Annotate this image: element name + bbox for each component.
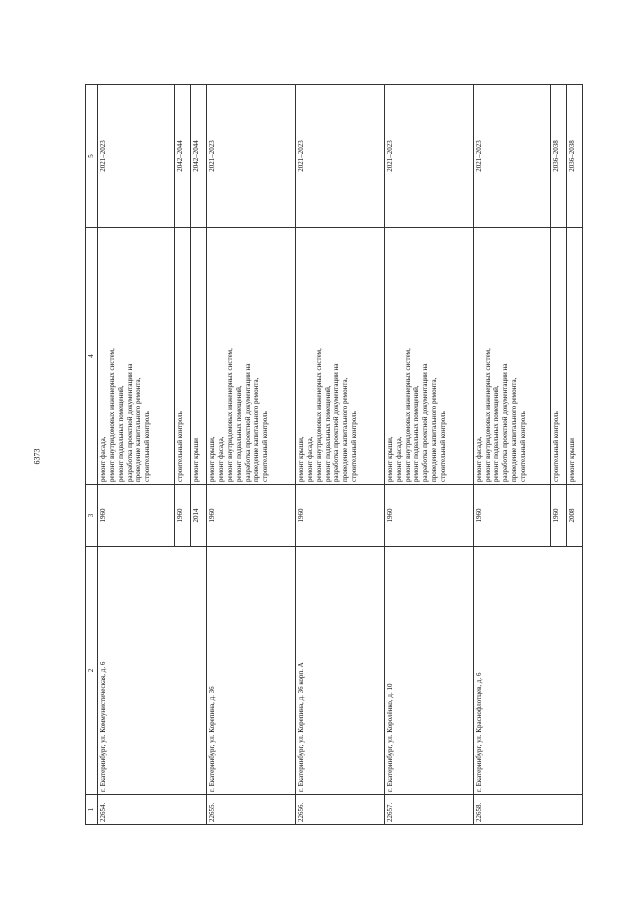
work-item: ремонт фасада, <box>305 436 314 482</box>
work-item: строительный контроль <box>143 411 152 482</box>
work-item: ремонт внутридомовых инженерных систем, <box>403 348 412 482</box>
work-item: ремонт крыши <box>567 438 576 482</box>
table-row <box>97 85 174 825</box>
work-item: проведение капитального ремонта, <box>134 377 143 482</box>
work-item: строительный контроль <box>439 411 448 482</box>
work-item: строительный контроль <box>551 411 560 482</box>
works-cell <box>550 228 566 485</box>
page-number: 6373 <box>32 448 42 465</box>
table-frame <box>85 85 583 825</box>
year-cell: 1960 <box>174 485 190 547</box>
year-cell: 1960 <box>207 485 296 547</box>
period-cell: 2021–2023 <box>295 85 384 228</box>
work-item: ремонт внутридомовых инженерных систем, <box>225 348 234 482</box>
work-item: ремонт внутридомовых инженерных систем, <box>314 348 323 482</box>
table-row <box>295 85 384 825</box>
works-cell <box>207 228 296 485</box>
work-item: проведение капитального ремонта, <box>252 377 261 482</box>
year-cell: 1960 <box>97 485 174 547</box>
works-cell <box>473 228 550 485</box>
work-item: разработка проектной документации на <box>421 363 430 482</box>
work-item: ремонт крыши, <box>385 436 394 482</box>
work-item: строительный контроль <box>350 411 359 482</box>
work-item: ремонт подвальных помещений, <box>116 385 125 482</box>
table-row <box>473 85 550 825</box>
period-cell: 2021–2023 <box>97 85 174 228</box>
work-item: ремонт фасада, <box>216 436 225 482</box>
period-cell: 2036–2038 <box>550 85 566 228</box>
work-item: ремонт фасада, <box>394 436 403 482</box>
period-cell: 2036–2038 <box>566 85 582 228</box>
header-col-4: 4 <box>86 228 98 485</box>
header-col-5: 5 <box>86 85 98 228</box>
work-item: ремонт крыши, <box>208 436 217 482</box>
work-item: ремонт подвальных помещений, <box>323 385 332 482</box>
work-item: проведение капитального ремонта, <box>341 377 350 482</box>
work-item: ремонт подвальных помещений, <box>412 385 421 482</box>
work-item: разработка проектной документации на <box>243 363 252 482</box>
work-item: ремонт крыши <box>191 438 200 482</box>
works-cell <box>384 228 473 485</box>
table-row <box>207 85 296 825</box>
work-item: ремонт крыши, <box>296 436 305 482</box>
header-col-2: 2 <box>86 547 98 795</box>
header-col-1: 1 <box>86 795 98 825</box>
year-cell: 1960 <box>384 485 473 547</box>
period-cell: 2021–2023 <box>384 85 473 228</box>
year-cell: 1960 <box>550 485 566 547</box>
period-cell: 2021–2023 <box>473 85 550 228</box>
entry-address: г. Екатеринбург, ул. Корепина, д. 36 корп. А <box>295 547 384 795</box>
work-item: проведение капитального ремонта, <box>510 377 519 482</box>
entry-address: г. Екатеринбург, ул. Королёнко, д. 10 <box>384 547 473 795</box>
period-cell: 2042–2044 <box>190 85 206 228</box>
repair-schedule-table <box>85 84 583 825</box>
entry-number: 22658. <box>473 795 582 825</box>
year-cell: 2008 <box>566 485 582 547</box>
year-cell: 1960 <box>295 485 384 547</box>
works-cell <box>174 228 190 485</box>
table-body <box>97 85 582 825</box>
entry-address: г. Екатеринбург, ул. Коммунистическая, д. 6 <box>97 547 206 795</box>
header-row <box>86 85 98 825</box>
entry-number: 22656. <box>295 795 384 825</box>
work-item: ремонт подвальных помещений, <box>234 385 243 482</box>
header-col-3: 3 <box>86 485 98 547</box>
rotated-page <box>85 85 583 825</box>
work-item: ремонт подвальных помещений, <box>492 385 501 482</box>
work-item: строительный контроль <box>261 411 270 482</box>
work-item: разработка проектной документации на <box>332 363 341 482</box>
work-item: ремонт фасада, <box>98 436 107 482</box>
year-cell: 2014 <box>190 485 206 547</box>
work-item: разработка проектной документации на <box>125 363 134 482</box>
table-row <box>384 85 473 825</box>
entry-number: 22655. <box>207 795 296 825</box>
works-cell <box>190 228 206 485</box>
period-cell: 2042–2044 <box>174 85 190 228</box>
entry-address: г. Екатеринбург, ул. Корепина, д. 36 <box>207 547 296 795</box>
works-cell <box>295 228 384 485</box>
work-item: строительный контроль <box>175 411 184 482</box>
works-cell <box>566 228 582 485</box>
work-item: проведение капитального ремонта, <box>430 377 439 482</box>
work-item: ремонт фасада, <box>474 436 483 482</box>
works-cell <box>97 228 174 485</box>
period-cell: 2021–2023 <box>207 85 296 228</box>
work-item: ремонт внутридомовых инженерных систем, <box>107 348 116 482</box>
entry-number: 22654. <box>97 795 206 825</box>
work-item: строительный контроль <box>519 411 528 482</box>
entry-address: г. Екатеринбург, ул. Краснофлотцев, д. 6 <box>473 547 582 795</box>
year-cell: 1960 <box>473 485 550 547</box>
work-item: разработка проектной документации на <box>501 363 510 482</box>
work-item: ремонт внутридомовых инженерных систем, <box>483 348 492 482</box>
entry-number: 22657. <box>384 795 473 825</box>
